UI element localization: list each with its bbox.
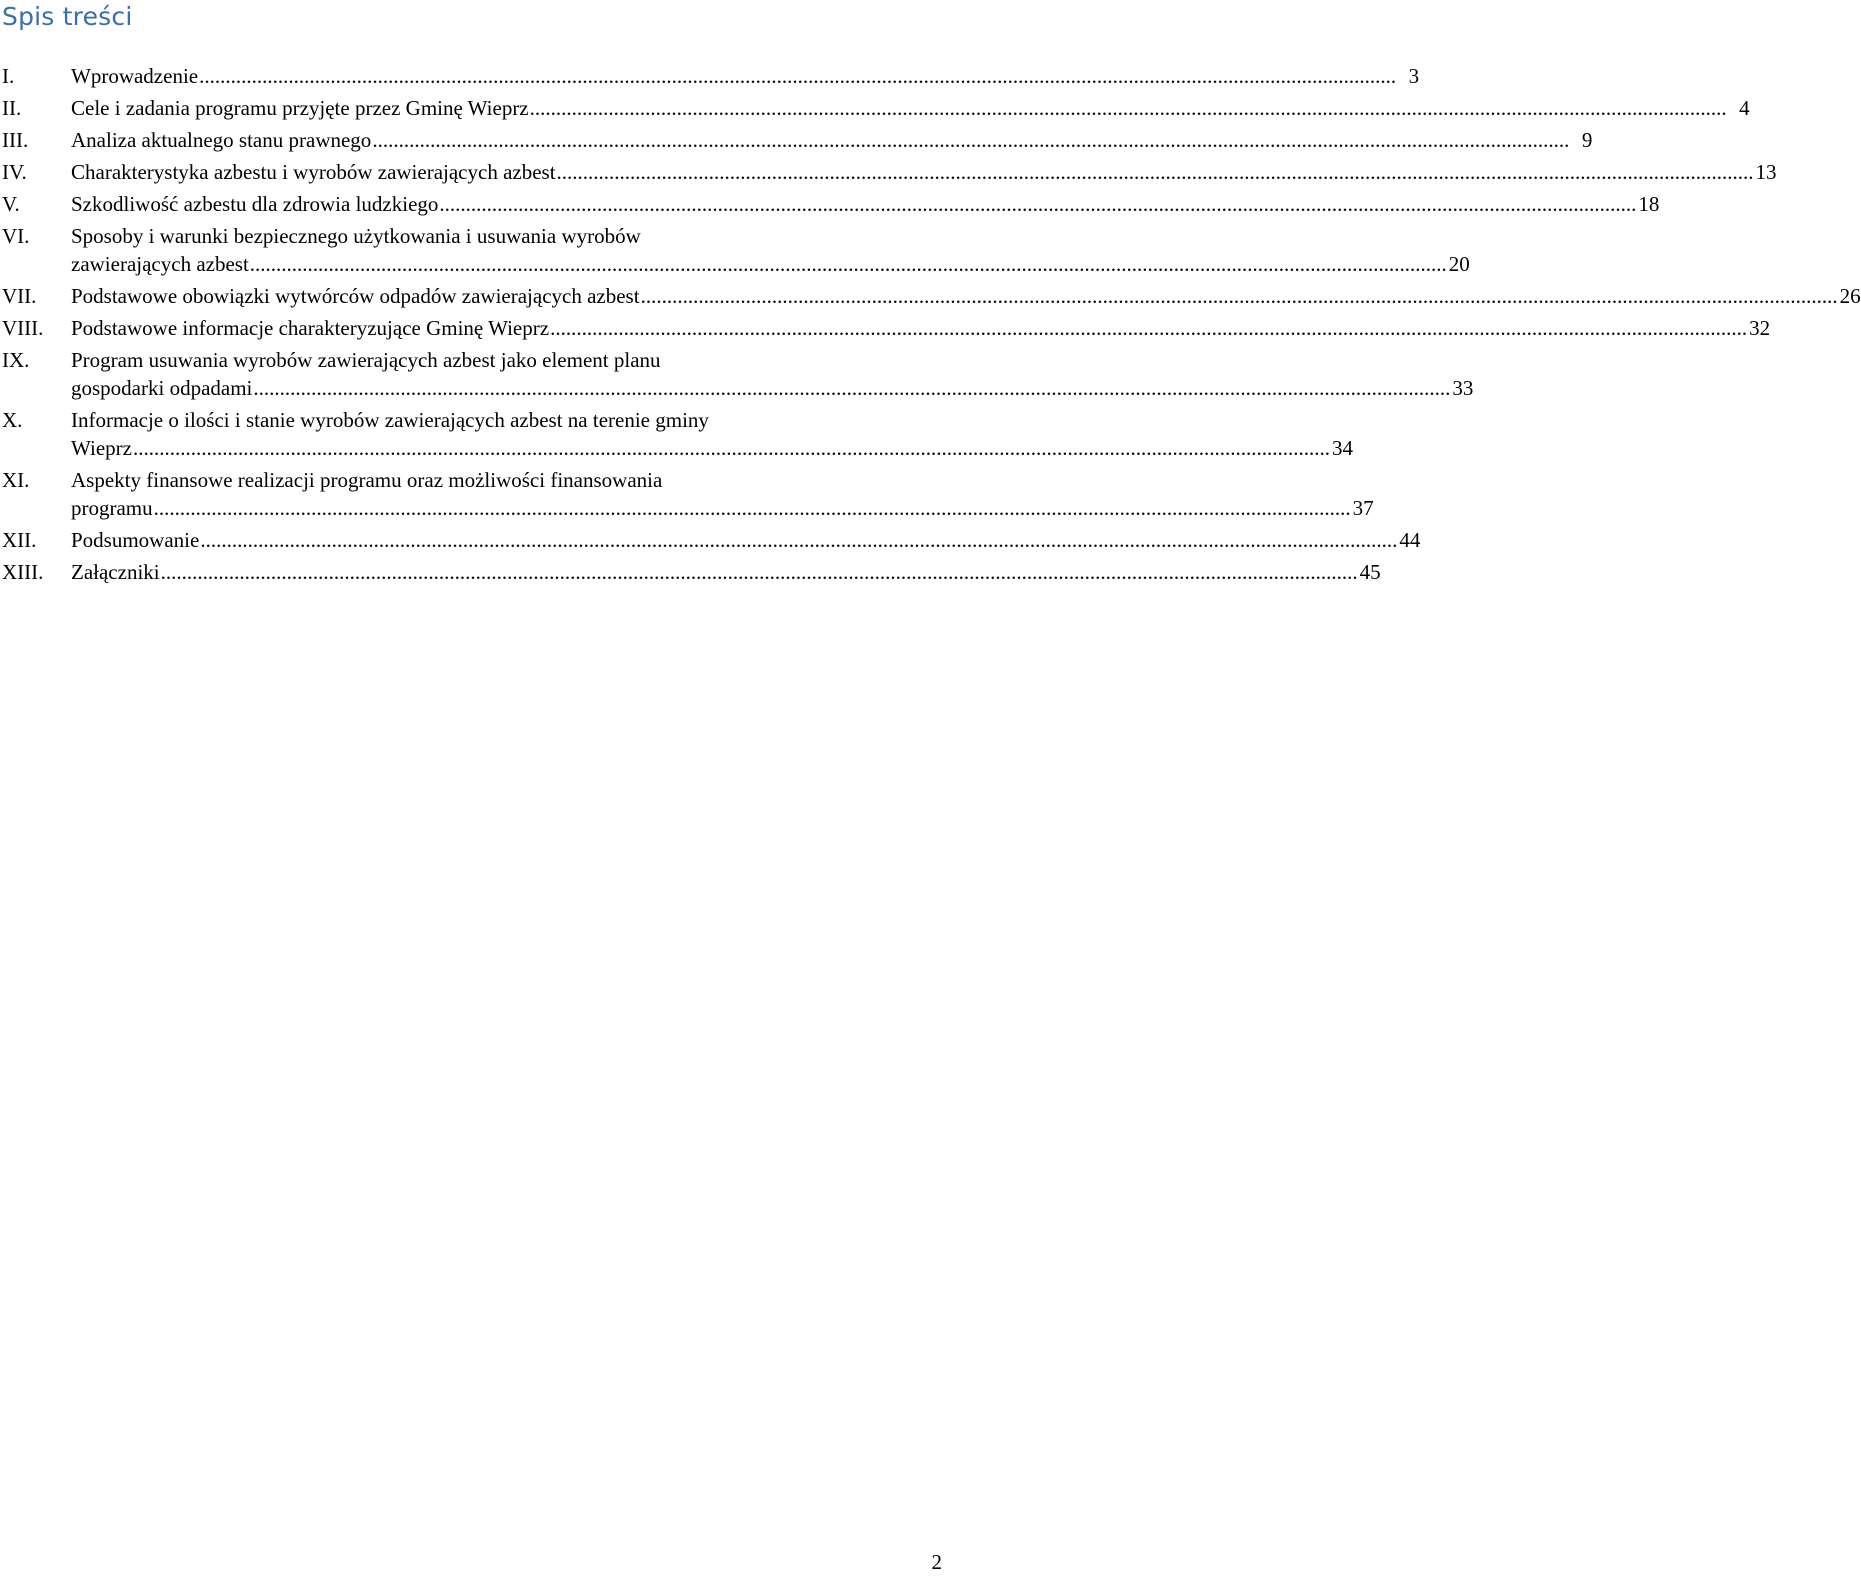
- toc-entry-number: III.: [2, 128, 29, 152]
- toc-entry[interactable]: [2, 94, 1750, 122]
- toc-dot-leader: [550, 314, 1747, 342]
- toc-entry-number: X.: [2, 408, 23, 432]
- toc-entry-page[interactable]: 32: [1749, 316, 1771, 340]
- toc-entry-title[interactable]: Załączniki: [71, 560, 160, 584]
- toc-entry-body: [71, 158, 1777, 186]
- toc-entry-body: [71, 558, 1381, 586]
- toc-entry-title-first-line: Sposoby i warunki bezpiecznego użytkowania i usuwania wyrobów: [71, 224, 641, 248]
- toc-entry-body: [71, 466, 1374, 522]
- toc-entry-title[interactable]: Podstawowe informacje charakteryzujące Gminę Wieprz: [71, 316, 550, 340]
- toc-dot-leader: [641, 282, 1838, 310]
- toc-entry-page[interactable]: 26: [1839, 284, 1861, 308]
- toc-entry-number: VII.: [2, 284, 37, 308]
- toc-entry-title[interactable]: Cele i zadania programu przyjęte przez Gminę Wieprz: [71, 96, 529, 120]
- toc-entry[interactable]: [2, 526, 1421, 554]
- toc-entry-body: [71, 190, 1659, 218]
- toc-entry-page[interactable]: 4: [1739, 96, 1750, 120]
- toc-entry-body: [71, 526, 1420, 554]
- toc-entry-body: [71, 222, 1470, 278]
- page-number: 2: [931, 1550, 942, 1574]
- toc-entry-title[interactable]: Wprowadzenie: [71, 64, 199, 88]
- toc-heading: Spis treści: [2, 2, 133, 31]
- toc-entry-leader-line: [71, 190, 1637, 218]
- toc-entry-number: IV.: [2, 160, 27, 184]
- toc-entry-page[interactable]: 18: [1638, 192, 1660, 216]
- toc-entry-title[interactable]: Podstawowe obowiązki wytwórców odpadów zawierających azbest: [71, 284, 640, 308]
- toc-entry-leader-line: [71, 94, 1728, 122]
- toc-entry-title-first-line: Informacje o ilości i stanie wyrobów zawierających azbest na terenie gminy: [71, 408, 709, 432]
- toc-entry-body: [71, 406, 1353, 462]
- toc-entry-leader-line: [71, 158, 1755, 186]
- toc-entry-title[interactable]: Podsumowanie: [71, 528, 200, 552]
- toc-dot-leader: [439, 190, 1636, 218]
- toc-entry-title[interactable]: gospodarki odpadami: [71, 376, 253, 400]
- table-of-contents: [2, 62, 1861, 590]
- toc-entry-title[interactable]: Szkodliwość azbestu dla zdrowia ludzkiego: [71, 192, 439, 216]
- toc-entry-leader-line: [71, 282, 1839, 310]
- toc-entry-number: XI.: [2, 468, 30, 492]
- toc-entry-number: VI.: [2, 224, 30, 248]
- toc-dot-leader: [200, 526, 1397, 554]
- toc-entry[interactable]: [2, 282, 1861, 310]
- toc-entry-page[interactable]: 9: [1581, 128, 1593, 152]
- toc-entry-number: I.: [2, 64, 15, 88]
- toc-entry-leader-line: [71, 494, 1352, 522]
- toc-entry-body: [71, 126, 1592, 154]
- toc-dot-leader: [372, 126, 1569, 154]
- toc-entry-body: [71, 62, 1419, 90]
- toc-entry-body: [71, 94, 1750, 122]
- toc-entry-page[interactable]: 33: [1452, 376, 1474, 400]
- toc-entry-body: [71, 346, 1473, 402]
- toc-entry-title[interactable]: Charakterystyka azbestu i wyrobów zawierających azbest: [71, 160, 556, 184]
- toc-entry-title[interactable]: programu: [71, 496, 153, 520]
- toc-entry-number: V.: [2, 192, 20, 216]
- toc-entry-leader-line: [71, 250, 1448, 278]
- toc-entry-leader-line: [71, 526, 1398, 554]
- toc-entry[interactable]: [2, 222, 1470, 278]
- toc-entry-number: IX.: [2, 348, 30, 372]
- toc-entry-number: II.: [2, 96, 22, 120]
- toc-entry-title[interactable]: zawierających azbest: [71, 252, 249, 276]
- toc-entry[interactable]: [2, 558, 1381, 586]
- toc-entry-page[interactable]: 44: [1399, 528, 1421, 552]
- toc-entry[interactable]: [2, 126, 1593, 154]
- toc-entry[interactable]: [2, 314, 1771, 342]
- toc-entry-page[interactable]: 3: [1408, 64, 1420, 88]
- toc-entry-leader-line: [71, 374, 1451, 402]
- toc-entry-title[interactable]: Wieprz: [71, 436, 132, 460]
- toc-entry-title-first-line: Program usuwania wyrobów zawierających azbest jako element planu: [71, 348, 661, 372]
- toc-entry-page[interactable]: 20: [1448, 252, 1470, 276]
- toc-entry-body: [71, 282, 1861, 310]
- toc-entry-number: VIII.: [2, 316, 44, 340]
- toc-dot-leader: [133, 434, 1330, 462]
- toc-entry[interactable]: [2, 466, 1374, 522]
- toc-dot-leader: [154, 494, 1351, 522]
- toc-entry-leader-line: [71, 62, 1397, 90]
- toc-dot-leader: [253, 374, 1450, 402]
- toc-entry[interactable]: [2, 406, 1353, 462]
- toc-entry-leader-line: [71, 126, 1570, 154]
- toc-entry-number: XII.: [2, 528, 37, 552]
- toc-entry-body: [71, 314, 1770, 342]
- toc-entry-title-first-line: Aspekty finansowe realizacji programu oraz możliwości finansowania: [71, 468, 663, 492]
- toc-entry-number: XIII.: [2, 560, 44, 584]
- toc-dot-leader: [557, 158, 1754, 186]
- toc-entry[interactable]: [2, 62, 1420, 90]
- toc-dot-leader: [250, 250, 1447, 278]
- toc-entry[interactable]: [2, 190, 1660, 218]
- toc-entry-title[interactable]: Analiza aktualnego stanu prawnego: [71, 128, 372, 152]
- toc-entry[interactable]: [2, 158, 1777, 186]
- toc-dot-leader: [530, 94, 1727, 122]
- toc-entry-page[interactable]: 37: [1352, 496, 1374, 520]
- toc-entry[interactable]: [2, 346, 1474, 402]
- toc-dot-leader: [161, 558, 1358, 586]
- toc-entry-page[interactable]: 34: [1331, 436, 1353, 460]
- toc-entry-page[interactable]: 13: [1755, 160, 1777, 184]
- toc-entry-leader-line: [71, 314, 1748, 342]
- toc-entry-page[interactable]: 45: [1359, 560, 1381, 584]
- toc-entry-leader-line: [71, 434, 1331, 462]
- toc-dot-leader: [199, 62, 1396, 90]
- toc-entry-leader-line: [71, 558, 1359, 586]
